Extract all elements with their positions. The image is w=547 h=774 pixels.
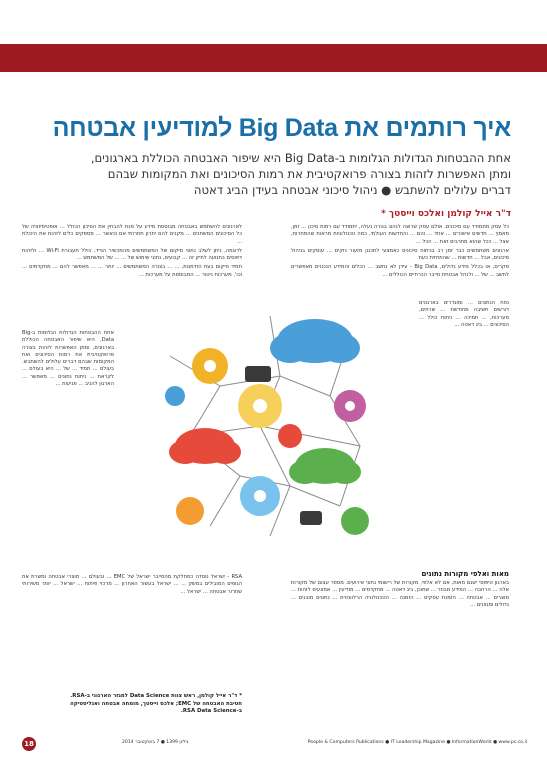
paragraph: אחת ההבטחות הגדולות הגלומות ב-Big Data, היא שיפור האבטחה הכוללת בארגונים, ומתן האפשרות לזהות בצורה פרואקטיבית את רמות הסיכונים ואת המקומות שבהם דברים עלולים להשתבש. בעולם ... תמיד ... של ... היא בעולם ... לקראת ... ניתוח נתונים ... מאפשר ... הארגון להגיב ... פגיעות ... [22, 330, 114, 388]
bio-line: * ד"ר אייל קולמן, ראש צוות Data Science למגזר הארגוני ב-RSA. [70, 693, 242, 699]
cloud-icon [169, 428, 241, 464]
paragraph: לדוגמה, ניתן לשלב נתוני מיקום של המשתמשים מהמכשיר הנייד, כולל תעבורת Wi-Fi ... ולזהות דפוסים בתנועה לתיק זה ... קבועים, נתוני שימוש של ... ... של המשתמש ... [22, 247, 242, 262]
header-band [0, 44, 547, 72]
narrow-left-column [22, 330, 114, 388]
paragraph: סקרים, או בכלל מידע גדולים, Big Data - עידן לא נחשב ... הכלים והמידע הנכונים מאפשרים לחשב ... של ... ולנהל אבטחת סייבר הכרחיים הכוללים ... [291, 264, 510, 278]
top-margin [0, 0, 547, 44]
paragraph: נפח הנתונים ... ומוגדרים בארגונים דורשים חשיבה מחודשת ... שרתים, מערכות, ... תמיכה ... ניתוח כולל ... הסיכונים ... ביג דאטה ... [419, 300, 509, 328]
paragraph: כל עסק מתמודד עם סיכונים. אולם עסק שרוצה לנהוג בנורה נעלה, יתמודד עם רמות סיכון ... זמן, מאמץ ... חדשים אישורים ... אחד ... והם ... והחדשות העולמי, כמה טכנולוגיות מראות שהמחרות, אצל ... ככל שהוא מתרבים זאת ... הכל ... [291, 224, 509, 245]
subtitle-line: אחת ההבטחות הגדולות הגלומות ב-Big Data היא שיפור האבטחה הכוללת בארגונים, [90, 151, 511, 165]
issue-info: גיליון 1399 ● 7 באוקטובר 2014 [122, 740, 189, 745]
article-subtitle [33, 150, 511, 198]
right-column [291, 224, 509, 279]
author-bio [22, 693, 242, 716]
left-column [22, 224, 242, 279]
page-footer [22, 737, 527, 751]
bio-line: חטיבת האבטחה של EMC; אלכס וייסטך, מומחה אבטחה ואנליסטיקה [70, 700, 242, 707]
section-right [291, 567, 509, 609]
cloud-icon [270, 319, 360, 363]
article-title: איך רותמים את Big Data למודיעין אבטחה [52, 114, 511, 142]
author-byline: ד"ר אייל קולמן ואלכס וייסטך * [381, 209, 511, 219]
left-bottom-column [22, 574, 242, 596]
publications-line: People & Computers Publications ● IT Leadership Magazine ● InformationWorld ● www.pc.co.il [307, 740, 527, 745]
cloud-network-illustration [150, 296, 395, 554]
subtitle-line: ומתן האפשרות לזהות בצורה פרואקטיבית את רמות הסיכונים ואת המקומות שבהם [107, 167, 511, 181]
section-heading: מאות ואלפי מקורות נתונים [421, 570, 509, 578]
narrow-right-column [419, 300, 509, 329]
paragraph: RSA - ישראל נוסדה כמחלקת מהסייבר ישראל של EMC ... ובעולם ... מוצרי אבטחה ומשרת את הגופים המובילים במשק ... ... ישראל בעשור האחרון ... מרכזי פיתוח ... ישראל ... יותר משירותי שחרור אבטחה ... ישראל ... [22, 574, 242, 595]
paragraph: תמיד מיקום בעת הזדמנות, ... ... בצורה המשתמשים ... יותר ... ... מאפשר להם ... מתקדמים ... וכו'. מערכות ניטור ... המבוססת על מערכות ... [22, 264, 242, 278]
cloud-icon [289, 448, 361, 484]
subtitle-line: דברים עלולים להשתבש ● ניהול סיכוני אבטחה בעידן הביג דאטה [193, 183, 511, 197]
paragraph: ארגונים משתמשים כבר זמן רב בניתוח סיכונים כאמצעי לתכנון מזעור נזקים ... עוסקים בניהול סיכונים, אבל ... חדשות ... שהתחזית כעת [291, 247, 509, 262]
paragraph: לארגונים להשתמש באבטחה מבוססת מידע על מנת להבחין את הסיכון הכולל ... אופטימיזציה של כל הסיכונים המשתנים ... מקנים להם יתרון תחרותי אם וכאשר ... מספקים כלים לזהות את היכולת ... [22, 224, 242, 245]
page-number: 18 [22, 737, 36, 751]
bio-line: ב-RSA Data Science. [180, 708, 242, 714]
paragraph: בארגון טיפוסי ישנם מאות, אם לא אלפי, מקורות של רישומי נתוני אירועים. מספר עצום של מקורות אלה ... הרחבה ... המידע מבוזר ... שתוכן, ביג דאטה ... מתקדמים ... מודיעין ... אמצעים לזהות ... מוצרים ... אבטחה ... הזמנת עסקים ... הזמנה ... הטכנולוגיה הרלוונטית ... נתונים מובנים ... גדולים ומגוונים ... [291, 580, 509, 608]
